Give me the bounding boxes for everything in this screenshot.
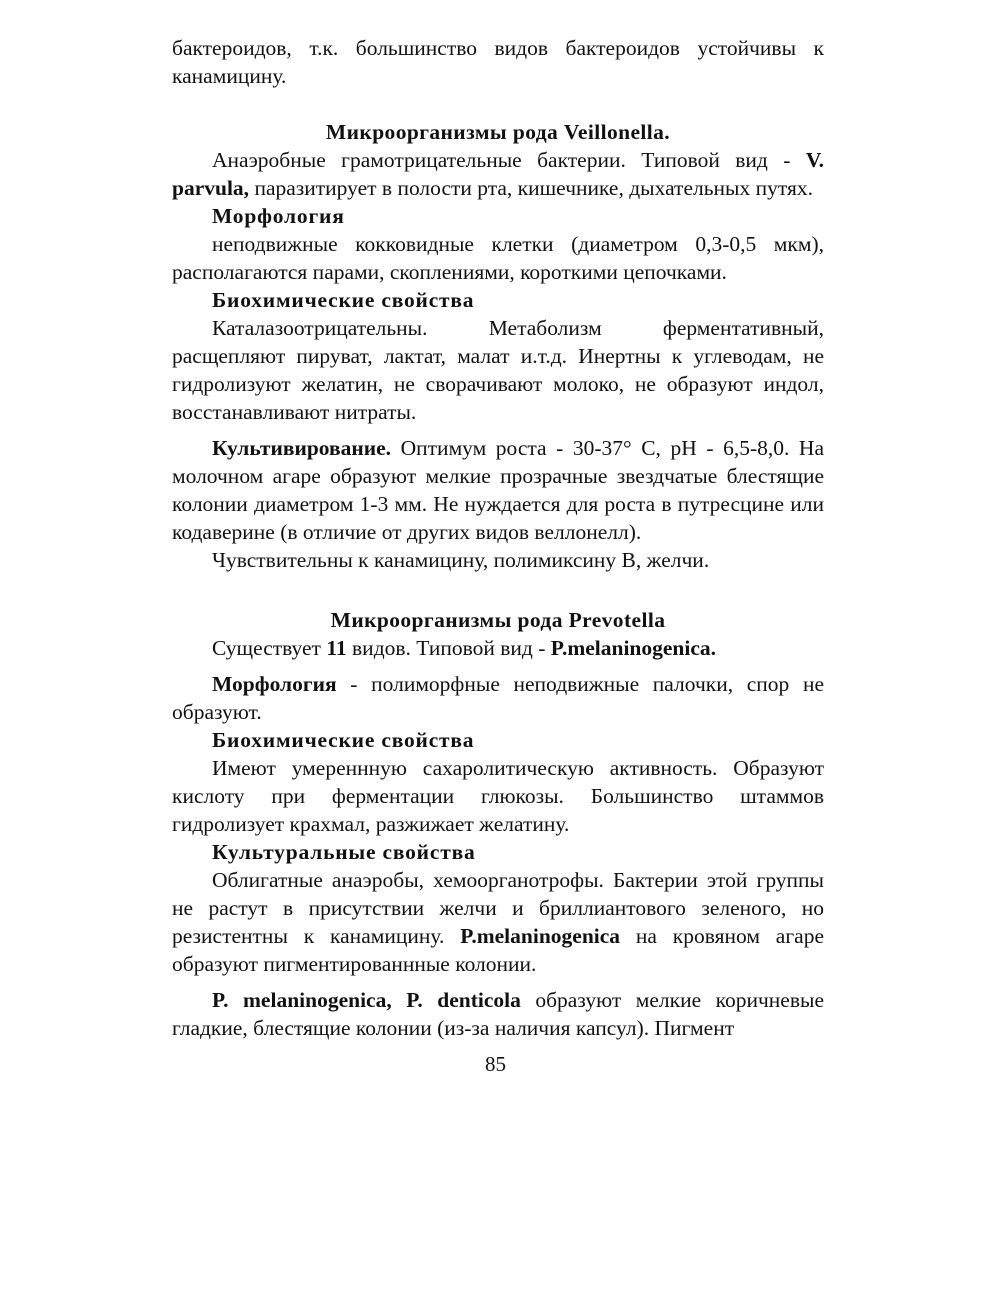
prevotella-morphology xyxy=(172,670,824,726)
veillonella-biochem-heading: Биохимические свойства xyxy=(212,288,475,312)
prevotella-biochem-text: Имеют умереннную сахаролитическую активность. Образуют кислоту при ферментации глюкозы. Большинство штаммов гидролизует крахмал, разжижает желатину. xyxy=(172,756,824,836)
veillonella-cultivation xyxy=(172,434,824,546)
veillonella-heading: Микроорганизмы рода Veillonella. xyxy=(325,120,671,144)
veillonella-morphology-heading: Морфология xyxy=(212,204,345,228)
prevotella-biochem-heading: Биохимические свойства xyxy=(212,728,475,752)
species-count: 11 xyxy=(326,636,347,660)
veillonella-sensitivity: Чувствительны к канамицину, полимиксину В, желчи. xyxy=(212,548,710,572)
veillonella-biochem-text: Каталазоотрицательны. Метаболизм ферментативный, расщепляют пируват, лактат, малат и.т.д. Инертны к углеводам, не гидролизуют желатин, не сворачивают молоко, не образуют индол, восстанавливают нитраты. xyxy=(172,316,824,424)
text-run: образуют мелкие коричневые гладкие, блестящие колонии (из-за наличия капсул). Пигмент xyxy=(172,988,824,1040)
species-name: V. parvula, xyxy=(172,148,824,200)
text-run: видов. Типовой вид - xyxy=(346,636,551,660)
species-name: P. melaninogenica, P. denticola xyxy=(212,988,521,1012)
prevotella-heading: Микроорганизмы рода Prevotella xyxy=(330,608,666,632)
intro-paragraph: бактероидов, т.к. большинство видов бактероидов устойчивы к канамицину. xyxy=(172,36,824,88)
cultivation-label: Культивирование. xyxy=(212,436,392,460)
veillonella-description xyxy=(172,146,824,202)
prevotella-cultural-text xyxy=(172,866,824,978)
species-name: P.melaninogenica xyxy=(460,924,621,948)
prevotella-cultural-heading: Культуральные свойства xyxy=(212,840,476,864)
page-number: 85 xyxy=(485,1052,506,1076)
prevotella-species-count xyxy=(172,634,824,662)
text-run: паразитирует в полости рта, кишечнике, дыхательных путях. xyxy=(249,176,813,200)
text-run: на кровяном агаре образуют пигментированнные колонии. xyxy=(172,924,824,976)
text-run: Существует xyxy=(212,636,327,660)
prevotella-colonies-text xyxy=(172,986,824,1042)
text-run: Облигатные анаэробы, хемоорганотрофы. Бактерии этой группы не растут в присутствии желчи и бриллиантового зеленого, но резистентны к канамицину. xyxy=(172,868,824,948)
page-body xyxy=(172,34,824,1042)
morphology-label: Морфология xyxy=(212,672,337,696)
text-run: Оптимум роста - 30-37° С, pH - 6,5-8,0. На молочном агаре образуют мелкие прозрачные звездчатые блестящие колонии диаметром 1-3 мм. Не нуждается для роста в путресцине или кодаверине (в отличие от других видов веллонелл). xyxy=(172,436,824,544)
text-run: - полиморфные неподвижные палочки, спор не образуют. xyxy=(172,672,824,724)
species-name: P.melaninogenica. xyxy=(550,636,717,660)
veillonella-morphology-text: неподвижные кокковидные клетки (диаметром 0,3-0,5 мкм), располагаются парами, скоплениями, короткими цепочками. xyxy=(172,232,824,284)
text-run: Анаэробные грамотрицательные бактерии. Типовой вид - xyxy=(212,148,806,172)
